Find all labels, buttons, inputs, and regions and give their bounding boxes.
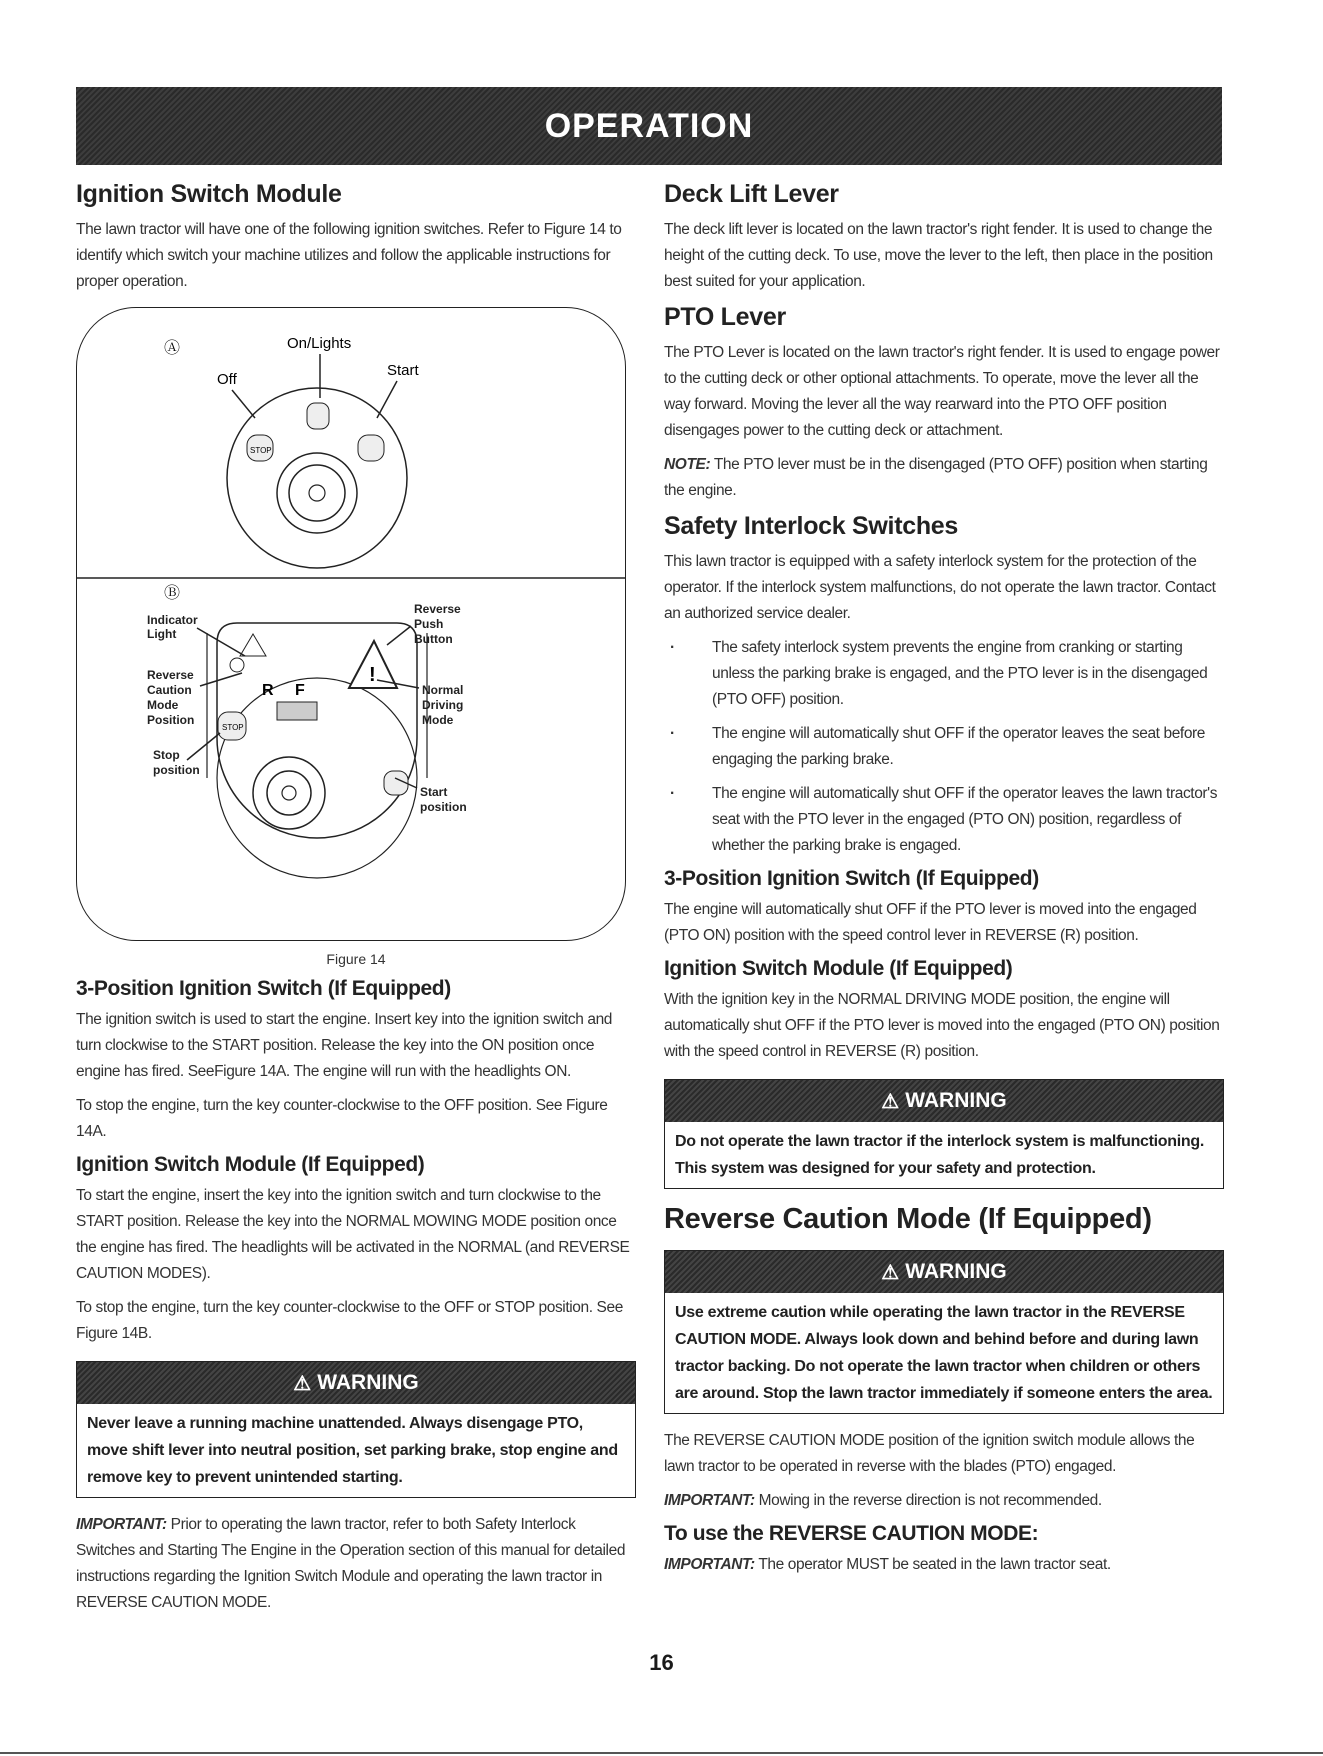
warning-icon: ⚠ [881,1090,900,1113]
svg-text:!: ! [369,664,376,686]
three-position-p1: The ignition switch is used to start the engine. Insert key into the ignition switch and turn clockwise to the START position. Release the key into the ON position once engine has fired. SeeFigure 14A. The engine will run with the headlights ON. [76,1011,613,1080]
f-letter: F [295,682,305,699]
label-indicator: Indicator [147,613,198,627]
safety-interlock-paragraph: This lawn tractor is equipped with a safety interlock system for the protection of the operator. If the interlock system malfunctions, do not operate the lawn tractor. Contact an authorized service dealer. [664,553,1216,622]
ignition-switch-module-heading: Ignition Switch Module [76,180,342,208]
label-button: Button [414,632,453,646]
label-push: Push [414,617,444,631]
right-column [664,180,1224,1586]
list-item: · The safety interlock system prevents the engine from cranking or starting unless the parking brake is engaged, and the PTO lever is in the disengaged (PTO OFF) position. [712,635,1224,713]
on-lights-label: On/Lights [287,335,352,352]
warning-box-3 [664,1250,1224,1414]
pto-lever-paragraph: The PTO Lever is located on the lawn tractor's right fender. It is used to engage power to the cutting deck or other optional attachments. To operate, move the lever all the way forward. Moving the lever all the way rearward into the PTO OFF position disengages power to the cutting deck or attachment. [664,344,1220,439]
warning-box-1 [76,1361,636,1498]
label-mode-r: Mode [422,713,454,727]
warning-body-2: Do not operate the lawn tractor if the interlock system is malfunctioning. This system was designed for your safety and protection. [675,1133,1204,1177]
label-reverse-r: Reverse [414,602,461,616]
svg-text:STOP: STOP [250,446,272,455]
three-position-heading-right: 3-Position Ignition Switch (If Equipped) [664,867,1039,890]
three-position-heading-left: 3-Position Ignition Switch (If Equipped) [76,977,451,1000]
section-banner [76,87,1222,165]
section-title: OPERATION [544,106,754,145]
ism-heading-right: Ignition Switch Module (If Equipped) [664,957,1013,980]
label-driving: Driving [422,698,464,712]
warning-header-3: ⚠ WARNING [665,1251,1223,1293]
warning-body-3: Use extreme caution while operating the lawn tractor in the REVERSE CAUTION MODE. Always look down and behind before and during lawn tractor backing. Do not operate the lawn tractor when children or others are around. Stop the lawn tractor immediately if someone enters the area. [675,1304,1213,1402]
start-icon-a [358,435,384,461]
three-position-paragraph-right: The engine will automatically shut OFF if the PTO lever is moved into the engaged (PTO ON) position with the speed control lever in REVERSE (R) position. [664,901,1197,944]
warning-header-1: ⚠ WARNING [77,1362,635,1404]
label-start-b: Start [420,785,448,799]
important-note-right-1: IMPORTANT: Mowing in the reverse direction is not recommended. [664,1492,1102,1509]
label-position: Position [147,713,195,727]
page-number: 16 [649,1650,674,1675]
figure-caption: Figure 14 [326,951,386,967]
warning-body-1: Never leave a running machine unattended. Always disengage PTO, move shift lever into neutral position, set parking brake, stop engine and remove key to prevent unintended starting. [87,1415,618,1486]
bottom-rule [0,1752,1323,1754]
ism-p1: To start the engine, insert the key into the ignition switch and turn clockwise to the START position. Release the key into the NORMAL MOWING MODE position once the engine has fired. The headlights will be activated in the NORMAL (and REVERSE CAUTION MODES). [76,1187,630,1282]
deck-lift-heading: Deck Lift Lever [664,180,839,208]
deck-lift-paragraph: The deck lift lever is located on the lawn tractor's right fender. It is used to change the height of the cutting deck. To use, move the lever to the left, then place in the position best suited for your application. [664,221,1213,290]
label-stop: Stop [153,748,180,762]
r-letter: R [262,682,274,699]
ism-p2: To stop the engine, turn the key counter-clockwise to the OFF or STOP position. See Figure 14B. [76,1299,623,1342]
reverse-caution-heading: Reverse Caution Mode (If Equipped) [664,1203,1152,1235]
label-stop-position: position [153,763,200,777]
to-use-heading: To use the REVERSE CAUTION MODE: [664,1522,1039,1545]
safety-interlock-heading: Safety Interlock Switches [664,512,959,540]
label-normal: Normal [422,683,464,697]
label-caution: Caution [147,683,192,697]
off-label: Off [217,371,237,388]
ism-heading-left: Ignition Switch Module (If Equipped) [76,1153,425,1176]
key-slot-b [253,757,325,829]
lights-icon [307,403,329,429]
warning-header-2: ⚠ WARNING [665,1080,1223,1122]
warning-icon: ⚠ [293,1372,312,1395]
reverse-caution-paragraph: The REVERSE CAUTION MODE position of the ignition switch module allows the lawn tractor to be operated in reverse with the blades (PTO) engaged. [664,1432,1195,1475]
safety-bullet-list [664,635,1224,859]
label-start-position: position [420,800,467,814]
indicator-light-icon [240,634,266,656]
start-label: Start [387,362,419,379]
left-column [76,180,636,1624]
warning-box-2 [664,1079,1224,1189]
important-note-left: IMPORTANT: Prior to operating the lawn tractor, refer to both Safety Interlock Switches and Starting The Engine in the Operation section of this manual for detailed instructions regarding the Ignition Switch Module and operating the lawn tractor in REVERSE CAUTION MODE. [76,1516,626,1611]
list-item: · The engine will automatically shut OFF if the operator leaves the lawn tractor's seat with the PTO lever in the engaged (PTO ON) position, regardless of whether the parking brake is engaged. [712,781,1224,859]
switch-b-panel [217,623,417,838]
key-slot-a [289,465,345,521]
three-position-p2: To stop the engine, turn the key counter-clockwise to the OFF position. See Figure 14A. [76,1097,608,1140]
figure-a-marker: Ⓐ [164,340,181,357]
important-note-right-2: IMPORTANT: The operator MUST be seated in the lawn tractor seat. [664,1556,1111,1573]
ism-paragraph-right: With the ignition key in the NORMAL DRIVING MODE position, the engine will automatically shut OFF if the PTO lever is moved into the engaged (PTO ON) position with the speed control in REVERSE (R) position. [664,991,1220,1060]
label-reverse: Reverse [147,668,194,682]
tractor-icon [277,702,317,720]
pto-lever-heading: PTO Lever [664,303,786,331]
label-mode: Mode [147,698,179,712]
pto-note: NOTE: The PTO lever must be in the disengaged (PTO OFF) position when starting the engine. [664,456,1208,499]
warning-icon: ⚠ [881,1261,900,1284]
ignition-switch-diagram [77,308,625,940]
list-item: · The engine will automatically shut OFF if the operator leaves the seat before engaging the parking brake. [712,721,1224,773]
figure-b-marker: Ⓑ [164,585,181,602]
svg-text:STOP: STOP [222,723,244,732]
label-light: Light [147,627,177,641]
figure-14 [76,307,626,941]
ignition-intro-paragraph: The lawn tractor will have one of the following ignition switches. Refer to Figure 14 to identify which switch your machine utilizes and follow the applicable instructions for proper operation. [76,221,622,290]
